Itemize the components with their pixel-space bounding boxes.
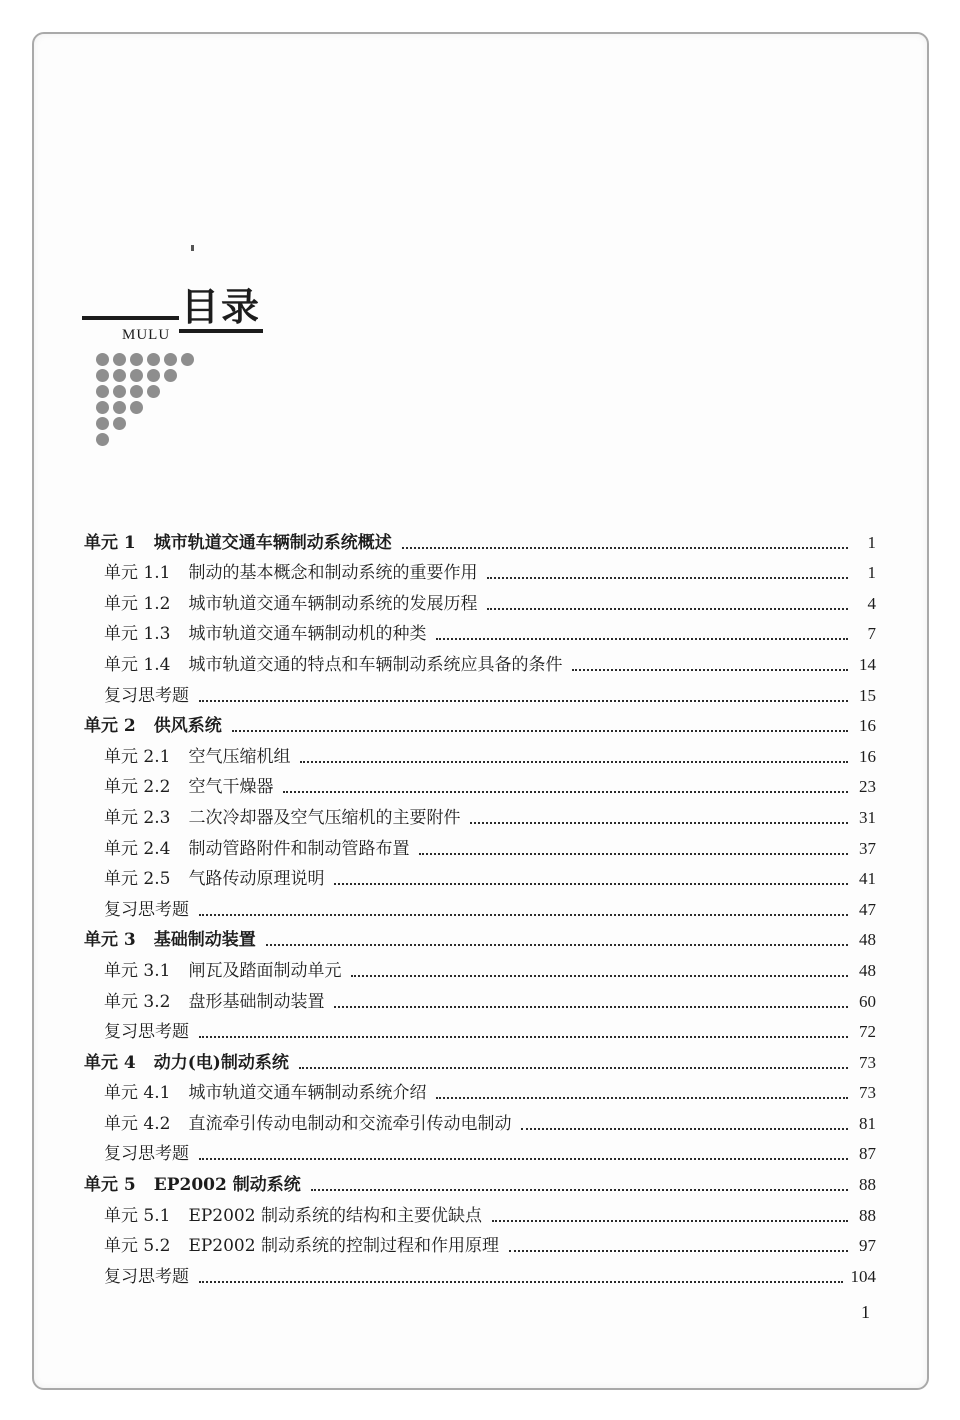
toc-entry-label [84,532,392,554]
toc-unit-row [84,1165,876,1196]
toc-page-number: 104 [850,1266,876,1286]
toc-entry-title: 城市轨道交通车辆制动机的种类 [188,624,427,645]
toc-page-number: 16 [859,746,876,766]
toc-page-number: 7 [867,624,876,644]
decor-dot [130,401,143,414]
toc-section-row [84,890,876,921]
toc-entry-label [104,623,426,645]
decor-dot [96,433,109,446]
toc-entry-title: 二次冷却器及空气压缩机的主要附件 [188,807,461,828]
table-of-contents [84,523,876,1288]
dot-leader [334,883,848,885]
toc-entry-number: 单元 2.5 [104,869,171,890]
dot-leader [266,944,848,946]
toc-entry-number: 单元 1.4 [104,654,171,675]
toc-section-row [84,737,876,768]
toc-page-number: 41 [859,869,876,889]
decor-dot [113,353,126,366]
toc-section-row [84,676,876,707]
dot-leader [402,547,848,549]
toc-entry-number: 单元 4.2 [104,1113,171,1134]
toc-section-row [84,1196,876,1227]
dot-leader [311,1189,848,1191]
toc-entry-title: 复习思考题 [104,1266,189,1287]
toc-entry-number: 单元 5 [84,1175,136,1196]
toc-entry-number: 单元 2 [84,716,136,737]
toc-entry-title: 动力(电)制动系统 [153,1052,289,1073]
dot-leader [199,914,848,916]
decor-dot [96,385,109,398]
toc-entry-title: EP2002 制动系统的控制过程和作用原理 [188,1236,499,1257]
toc-entry-title: 复习思考题 [104,1144,189,1165]
toc-page-number: 37 [859,838,876,858]
toc-header [82,285,282,445]
dot-leader [419,853,848,855]
decor-dot [130,353,143,366]
toc-page-number: 73 [859,1052,876,1072]
toc-page-number: 15 [859,685,876,705]
toc-entry-title: 复习思考题 [104,899,189,920]
print-mark [191,245,194,251]
toc-page-number: 14 [859,654,876,674]
toc-page-number: 48 [859,960,876,980]
toc-entry-label [104,1021,189,1043]
toc-entry-number: 单元 2.4 [104,838,171,859]
decor-dot [147,353,160,366]
toc-entry-title: 基础制动装置 [153,930,256,951]
toc-section-row [84,829,876,860]
toc-entry-title: 制动的基本概念和制动系统的重要作用 [188,563,478,584]
toc-section-row [84,645,876,676]
toc-entry-label [104,776,273,798]
decor-dot [130,385,143,398]
toc-section-row [84,951,876,982]
decor-dot [96,401,109,414]
toc-entry-title: 城市轨道交通车辆制动系统概述 [153,532,392,553]
toc-entry-number: 单元 3.1 [104,960,171,981]
dot-leader [572,669,848,671]
toc-entry-label [104,838,409,860]
toc-entry-title: 制动管路附件和制动管路布置 [188,838,410,859]
dot-leader [299,1067,848,1069]
dot-leader [199,1036,848,1038]
toc-entry-title: 直流牵引传动电制动和交流牵引传动电制动 [188,1113,512,1134]
toc-entry-label [104,960,341,982]
dot-leader [283,791,848,793]
toc-entry-number: 单元 5.2 [104,1236,171,1257]
toc-entry-title: 空气压缩机组 [188,746,291,767]
dot-leader [436,638,848,640]
dot-leader [199,1158,848,1160]
dot-leader [334,1006,848,1008]
dot-leader [199,1281,843,1283]
toc-entry-title: 空气干燥器 [188,777,274,798]
toc-page-number: 48 [859,930,876,950]
toc-entry-title: 城市轨道交通的特点和车辆制动系统应具备的条件 [188,654,563,675]
toc-page-number: 23 [859,777,876,797]
dot-leader [199,700,848,702]
page-subtitle: MULU [122,327,171,343]
toc-entry-label [104,654,562,676]
toc-entry-number: 单元 4 [84,1052,136,1073]
toc-entry-label [84,1052,289,1074]
toc-page-number: 16 [859,716,876,736]
toc-entry-label [104,562,477,584]
decor-dot [113,417,126,430]
toc-entry-label [84,929,256,951]
toc-entry-label [104,868,324,890]
dot-leader [487,577,848,579]
toc-page-number: 73 [859,1083,876,1103]
toc-entry-title: 盘形基础制动装置 [188,991,325,1012]
decor-dot [164,353,177,366]
toc-entry-number: 单元 5.1 [104,1205,171,1226]
dot-leader [436,1097,848,1099]
toc-entry-title: 城市轨道交通车辆制动系统的发展历程 [188,593,478,614]
toc-page-number: 47 [859,899,876,919]
toc-page-number: 97 [859,1236,876,1256]
decor-dot [113,385,126,398]
toc-unit-row [84,523,876,554]
toc-page-number: 88 [859,1205,876,1225]
toc-page-number: 88 [859,1175,876,1195]
toc-entry-label [84,715,222,737]
decor-dot [181,353,194,366]
decor-dot [96,369,109,382]
toc-section-row [84,554,876,585]
toc-entry-number: 单元 4.1 [104,1083,171,1104]
toc-page-number: 31 [859,807,876,827]
decor-dot [113,401,126,414]
toc-entry-number: 单元 1.1 [104,563,171,584]
toc-entry-label [104,1143,189,1165]
toc-unit-row [84,921,876,952]
toc-section-row [84,1227,876,1258]
toc-entry-title: 城市轨道交通车辆制动系统介绍 [188,1083,427,1104]
decor-dot [130,369,143,382]
dot-leader [492,1220,848,1222]
decor-dot [96,353,109,366]
header-rule [82,316,179,320]
toc-entry-number: 单元 3 [84,930,136,951]
page-number: 1 [861,1302,870,1322]
toc-section-row [84,584,876,615]
toc-entry-label [104,1235,499,1257]
decor-dot [147,385,160,398]
dot-leader [509,1250,848,1252]
toc-entry-title: 闸瓦及踏面制动单元 [188,960,342,981]
toc-section-row [84,1257,876,1288]
decor-dot [96,417,109,430]
toc-section-row [84,1104,876,1135]
toc-section-row [84,1013,876,1044]
toc-section-row [84,768,876,799]
toc-page-number: 60 [859,991,876,1011]
toc-section-row [84,1135,876,1166]
dot-leader [487,608,848,610]
toc-section-row [84,615,876,646]
toc-entry-label [104,1113,511,1135]
toc-unit-row [84,1043,876,1074]
dot-leader [300,761,848,763]
toc-section-row [84,982,876,1013]
toc-entry-title: EP2002 制动系统的结构和主要优缺点 [188,1205,482,1226]
toc-entry-number: 单元 2.1 [104,746,171,767]
toc-page-number: 1 [867,563,876,583]
toc-entry-title: 复习思考题 [104,685,189,706]
decor-dot [113,369,126,382]
toc-section-row [84,1074,876,1105]
dot-leader [521,1128,848,1130]
toc-entry-label [104,1082,426,1104]
toc-entry-label [104,807,460,829]
toc-entry-label [104,746,290,768]
dot-leader [470,822,848,824]
toc-entry-label [104,1266,189,1288]
toc-entry-number: 单元 1.2 [104,593,171,614]
toc-entry-label [104,593,477,615]
toc-section-row [84,860,876,891]
decor-dot [147,369,160,382]
toc-unit-row [84,707,876,738]
toc-page-number: 81 [859,1113,876,1133]
toc-entry-title: 复习思考题 [104,1022,189,1043]
dot-leader [351,975,848,977]
toc-entry-title: 气路传动原理说明 [188,869,325,890]
toc-entry-number: 单元 3.2 [104,991,171,1012]
toc-entry-label [84,1174,301,1196]
toc-page-number: 87 [859,1144,876,1164]
dot-leader [232,730,848,732]
toc-entry-label [104,899,189,921]
toc-entry-title: 供风系统 [153,716,222,737]
page-title: 目录 [179,285,263,333]
toc-entry-number: 单元 2.2 [104,777,171,798]
toc-entry-title: EP2002 制动系统 [153,1175,301,1196]
toc-page-number: 1 [867,532,876,552]
toc-entry-label [104,685,189,707]
decor-dot [164,369,177,382]
toc-entry-number: 单元 1 [84,532,136,553]
toc-entry-number: 单元 2.3 [104,807,171,828]
toc-page-number: 4 [867,593,876,613]
toc-entry-label [104,1205,482,1227]
toc-page-number: 72 [859,1022,876,1042]
toc-entry-number: 单元 1.3 [104,624,171,645]
toc-entry-label [104,991,324,1013]
toc-section-row [84,798,876,829]
